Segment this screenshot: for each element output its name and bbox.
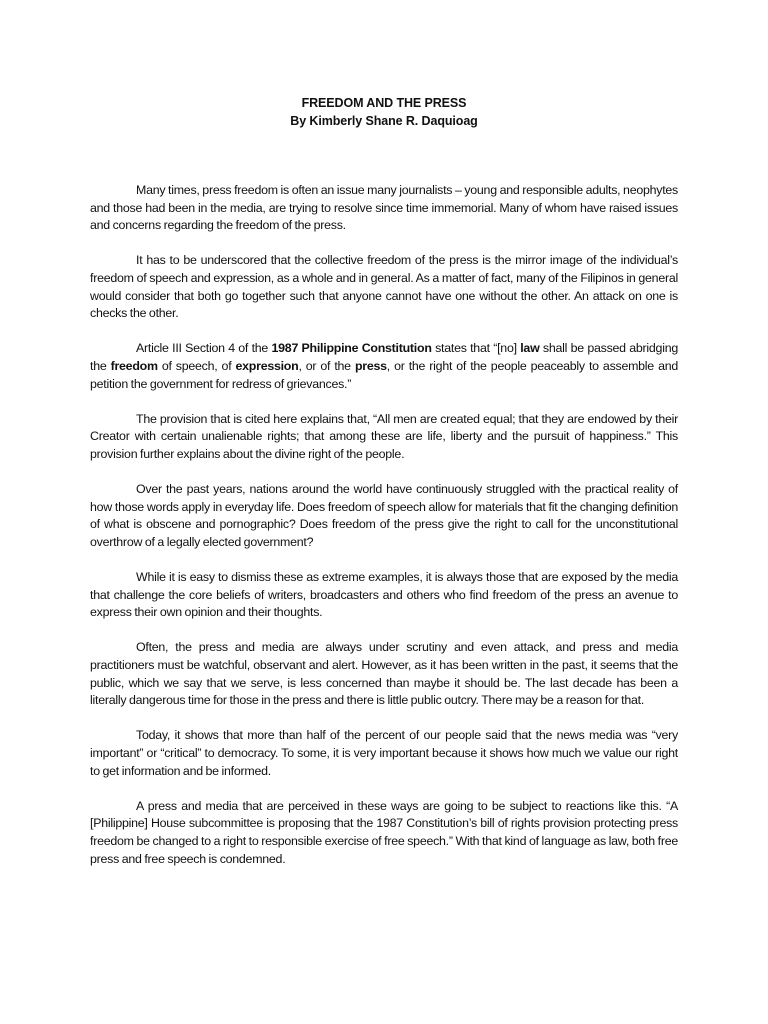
paragraph-3-text: Article III Section 4 of the bbox=[136, 341, 272, 356]
paragraph-3-text: of speech, of bbox=[157, 358, 236, 373]
document-body bbox=[90, 182, 678, 886]
bold-freedom: freedom bbox=[110, 358, 158, 373]
bold-constitution: 1987 Philippine Constitution bbox=[271, 341, 432, 356]
paragraph-8: Today, it shows that more than half of the percent of our people said that the news media was “very important” or “critical” to democracy. To some, it is very important because it shows how much we value our right to get information and be informed. bbox=[90, 728, 678, 778]
paragraph-5: Over the past years, nations around the world have continuously struggled with the practical reality of how those words apply in everyday life. Does freedom of speech allow for materials that fit the changing definition of what is obscene and pornographic? Does freedom of the press give the right to call for the unconstitutional overthrow of a legally elected government? bbox=[90, 482, 678, 549]
paragraph-7: Often, the press and media are always under scrutiny and even attack, and press and media practitioners must be watchful, observant and alert. However, as it has been written in the past, it seems that the public, which we say that we serve, is less concerned than maybe it should be. The last decade has been a literally dangerous time for those in the press and there is little public outcry. There may be a reason for that. bbox=[90, 640, 678, 708]
paragraph-2: It has to be underscored that the collective freedom of the press is the mirror image of the individual’s freedom of speech and expression, as a whole and in general. As a matter of fact, many of the Filipinos in general would consider that both go together such that anyone cannot have one without the other. An attack on one is checks the other. bbox=[90, 253, 678, 321]
paragraph-9: A press and media that are perceived in these ways are going to be subject to reactions like this. “A [Philippine] House subcommittee is proposing that the 1987 Constitution’s bill of rights provision protecting press freedom be changed to a right to responsible exercise of free speech.” With that kind of language as law, both free press and free speech is condemned. bbox=[90, 798, 678, 866]
paragraph-3-text: states that “[no] bbox=[431, 341, 521, 356]
paragraph-6: While it is easy to dismiss these as extreme examples, it is always those that are exposed by the media that challenge the core beliefs of writers, broadcasters and others who find freedom of the press an avenue to express their own opinion and their thoughts. bbox=[90, 570, 678, 620]
bold-law: law bbox=[520, 341, 540, 356]
paragraph-3-text: shall be passed abridging the bbox=[90, 341, 678, 373]
bold-press: press bbox=[354, 358, 387, 373]
document-title: FREEDOM AND THE PRESS bbox=[301, 96, 467, 110]
paragraph-3-text: , or of the bbox=[298, 358, 355, 373]
document-byline: By Kimberly Shane R. Daquioag bbox=[290, 114, 478, 128]
paragraph-4: The provision that is cited here explains that, “All men are created equal; that they are endowed by their Creator with certain unalienable rights; that among these are life, liberty and the pursuit of happiness.” This provision further explains about the divine right of the people. bbox=[90, 411, 678, 461]
paragraph-3 bbox=[90, 340, 678, 393]
paragraph-3-text: , or the right of the people peaceably to assemble and petition the government for redress of grievances.” bbox=[90, 358, 678, 391]
title-block bbox=[0, 94, 768, 130]
paragraph-1: Many times, press freedom is often an issue many journalists – young and responsible adults, neophytes and those had been in the media, are trying to resolve since time immemorial. Many of whom have raised issues and concerns regarding the freedom of the press. bbox=[90, 183, 678, 233]
bold-expression: expression bbox=[235, 358, 299, 373]
